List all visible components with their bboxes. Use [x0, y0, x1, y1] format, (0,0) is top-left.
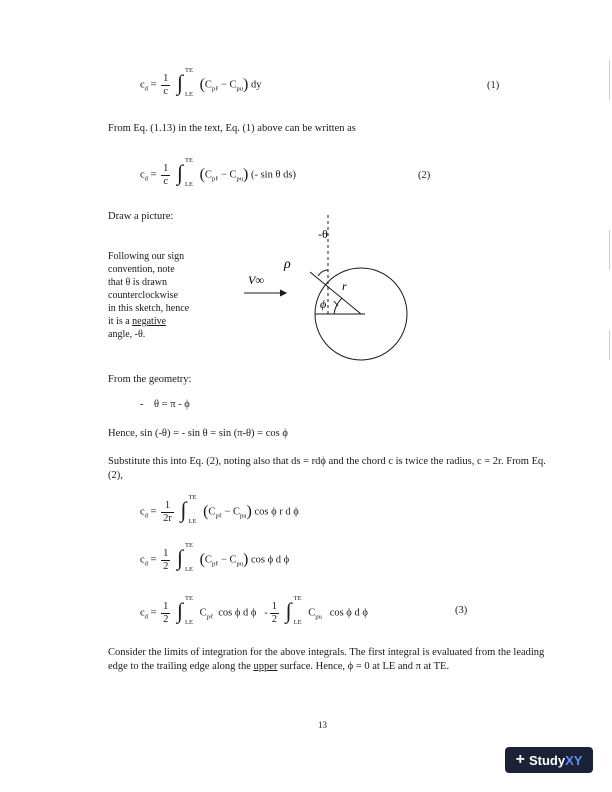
phi-label: ϕ [320, 297, 327, 311]
r-label: r [342, 279, 347, 293]
scan-edge-line [609, 330, 610, 360]
fraction: $\frac{1}{c}$ [163, 72, 169, 97]
equation-3: $c_d$ = $\frac{1}{2}$ ∫ TE LE $C_{p\ell}$ cos ϕ d ϕ - $\frac{1}{2}$ ∫ TE LE $C_{pu}$ cos ϕ d ϕ [140, 595, 368, 626]
equation-number-2: (2) [418, 170, 431, 181]
integral-sign: ∫ TE LE [176, 67, 193, 98]
scan-edge-line [609, 230, 610, 270]
studyxy-badge[interactable]: + Study XY [505, 747, 593, 773]
theta-label: -θ [318, 227, 328, 241]
text-eq113: From Eq. (1.13) in the text, Eq. (1) above can be written as [108, 123, 356, 134]
equation-half: $c_d$ = $\frac{1}{2}$ ∫ TE LE $(C_{p\ell} - C_{pu})$ cos ϕ d ϕ [140, 542, 290, 573]
fraction: $\frac{1}{c}$ [163, 162, 169, 187]
cd-symbol: c [140, 79, 145, 91]
v-infinity-label: V∞ [248, 273, 264, 287]
page-number: 13 [318, 720, 327, 730]
scan-edge-line [609, 60, 610, 100]
equation-2r: $c_d$ = $\frac{1}{2r}$ ∫ TE LE $(C_{p\ell} - C_{pu})$ cos ϕ r d ϕ [140, 494, 299, 525]
geometry-equation: - θ = π - ϕ [140, 399, 190, 410]
eq1-tail: dy [250, 79, 262, 91]
rho-label: ρ [284, 257, 291, 272]
upper-underlined: upper [253, 661, 278, 672]
text-from-geometry: From the geometry: [108, 374, 192, 385]
integral-sign: ∫ TE LE [176, 157, 193, 188]
cylinder-sketch [230, 210, 430, 370]
equation-number-3: (3) [455, 605, 468, 616]
text-draw-picture: Draw a picture: [108, 211, 174, 222]
cd-subscript: d [144, 85, 148, 93]
text-limits-of-integration: Consider the limits of integration for the above integrals. The first integral is evaluated from the leading edge to the trailing edge along the upper surface. Hence, ϕ = 0 at LE and π at TE. [108, 647, 545, 672]
equation-2: $c_d$ = $\frac{1}{c}$ ∫ TE LE $(C_{p\ell} - C_{pu})$ (- sin θ ds) [140, 157, 296, 188]
text-hence-sin: Hence, sin (-θ) = - sin θ = sin (π-θ) = cos ϕ [108, 428, 288, 439]
plus-icon: + [515, 751, 525, 768]
text-substitute: Substitute this into Eq. (2), noting also that ds = rdϕ and the chord c is twice the radius, c = 2r. From Eq. (2), [108, 456, 546, 481]
equation-1: $c_d$ = $\frac{1}{c}$ ∫ TE LE $(C_{p\ell} - C_{pu})$ dy [140, 67, 262, 98]
theta-arc [318, 270, 328, 276]
eq2-tail: (- sin θ ds) [250, 169, 296, 181]
sign-convention-note: Following our sign convention, note that θ is drawn counterclockwise in this sketch, hence it is a negative angle, -θ. [108, 251, 190, 340]
equation-number-1: (1) [487, 80, 500, 91]
negative-underlined: negative [132, 316, 167, 327]
arrowhead [280, 290, 286, 296]
